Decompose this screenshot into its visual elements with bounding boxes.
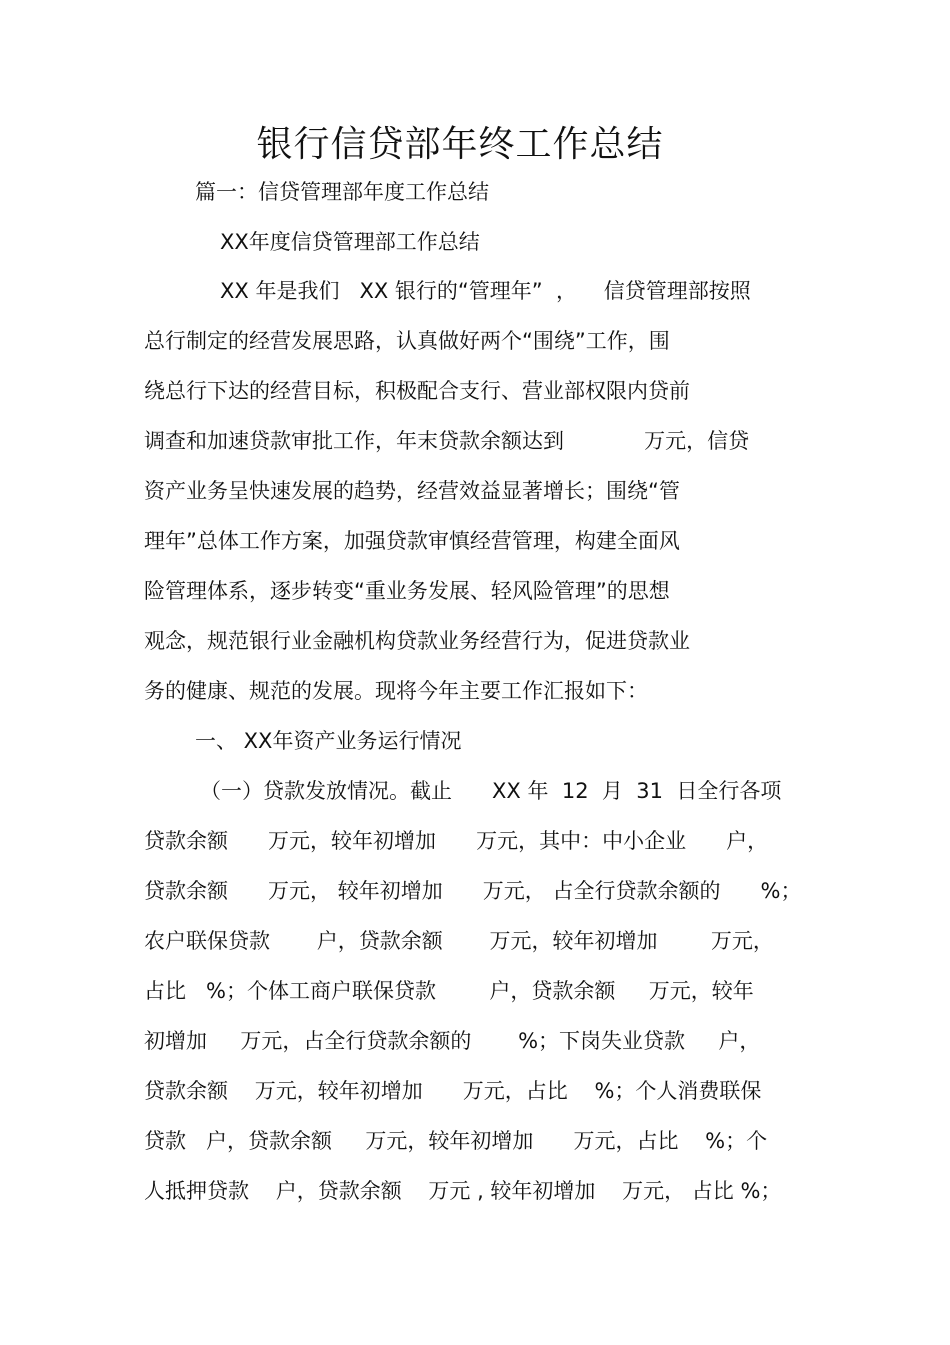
section-title: XX年度信贷管理部工作总结 — [220, 230, 480, 254]
body-line: 农户联保贷款 户，贷款余额 万元，较年初增加 万元， — [144, 929, 774, 953]
body-line: 险管理体系，逐步转变“重业务发展、轻风险管理”的思想 — [144, 579, 670, 603]
body-line: 资产业务呈快速发展的趋势，经营效益显著增长；围绕“管 — [144, 479, 680, 503]
body-line: 初增加 万元，占全行贷款余额的 %；下岗失业贷款 户， — [144, 1029, 761, 1053]
body-line: （一）贷款发放情况。截止 XX 年 12 月 31 日全行各项 — [200, 779, 782, 803]
body-line: 总行制定的经营发展思路，认真做好两个“围绕”工作，围 — [144, 329, 670, 353]
body-line: 观念，规范银行业金融机构贷款业务经营行为，促进贷款业 — [144, 629, 690, 653]
body-line: 贷款余额 万元，较年初增加 万元，占比 %；个人消费联保 — [144, 1079, 762, 1103]
body-line: 占比 %；个体工商户联保贷款 户，贷款余额 万元，较年 — [144, 979, 754, 1003]
body-line: XX 年是我们 XX 银行的“管理年” ， 信贷管理部按照 — [220, 279, 751, 303]
body-line: 人抵押贷款 户，贷款余额 万元 , 较年初增加 万元， 占比 %； — [144, 1179, 782, 1203]
body-line: 调查和加速贷款审批工作，年末贷款余额达到 万元，信贷 — [144, 429, 750, 453]
body-line: 贷款 户，贷款余额 万元，较年初增加 万元，占比 %；个 — [144, 1129, 768, 1153]
body-line: 绕总行下达的经营目标，积极配合支行、营业部权限内贷前 — [144, 379, 690, 403]
body-line: 贷款余额 万元，较年初增加 万元，其中：中小企业 户， — [144, 829, 769, 853]
body-line: 理年”总体工作方案，加强贷款审慎经营管理，构建全面风 — [144, 529, 680, 553]
body-line: 贷款余额 万元， 较年初增加 万元， 占全行贷款余额的 %； — [144, 879, 802, 903]
section-heading: 一、 XX年资产业务运行情况 — [195, 729, 462, 753]
document-title: 银行信贷部年终工作总结 — [256, 124, 664, 165]
body-line: 务的健康、规范的发展。现将今年主要工作汇报如下： — [144, 679, 648, 703]
document-subtitle: 篇一：信贷管理部年度工作总结 — [195, 180, 489, 204]
